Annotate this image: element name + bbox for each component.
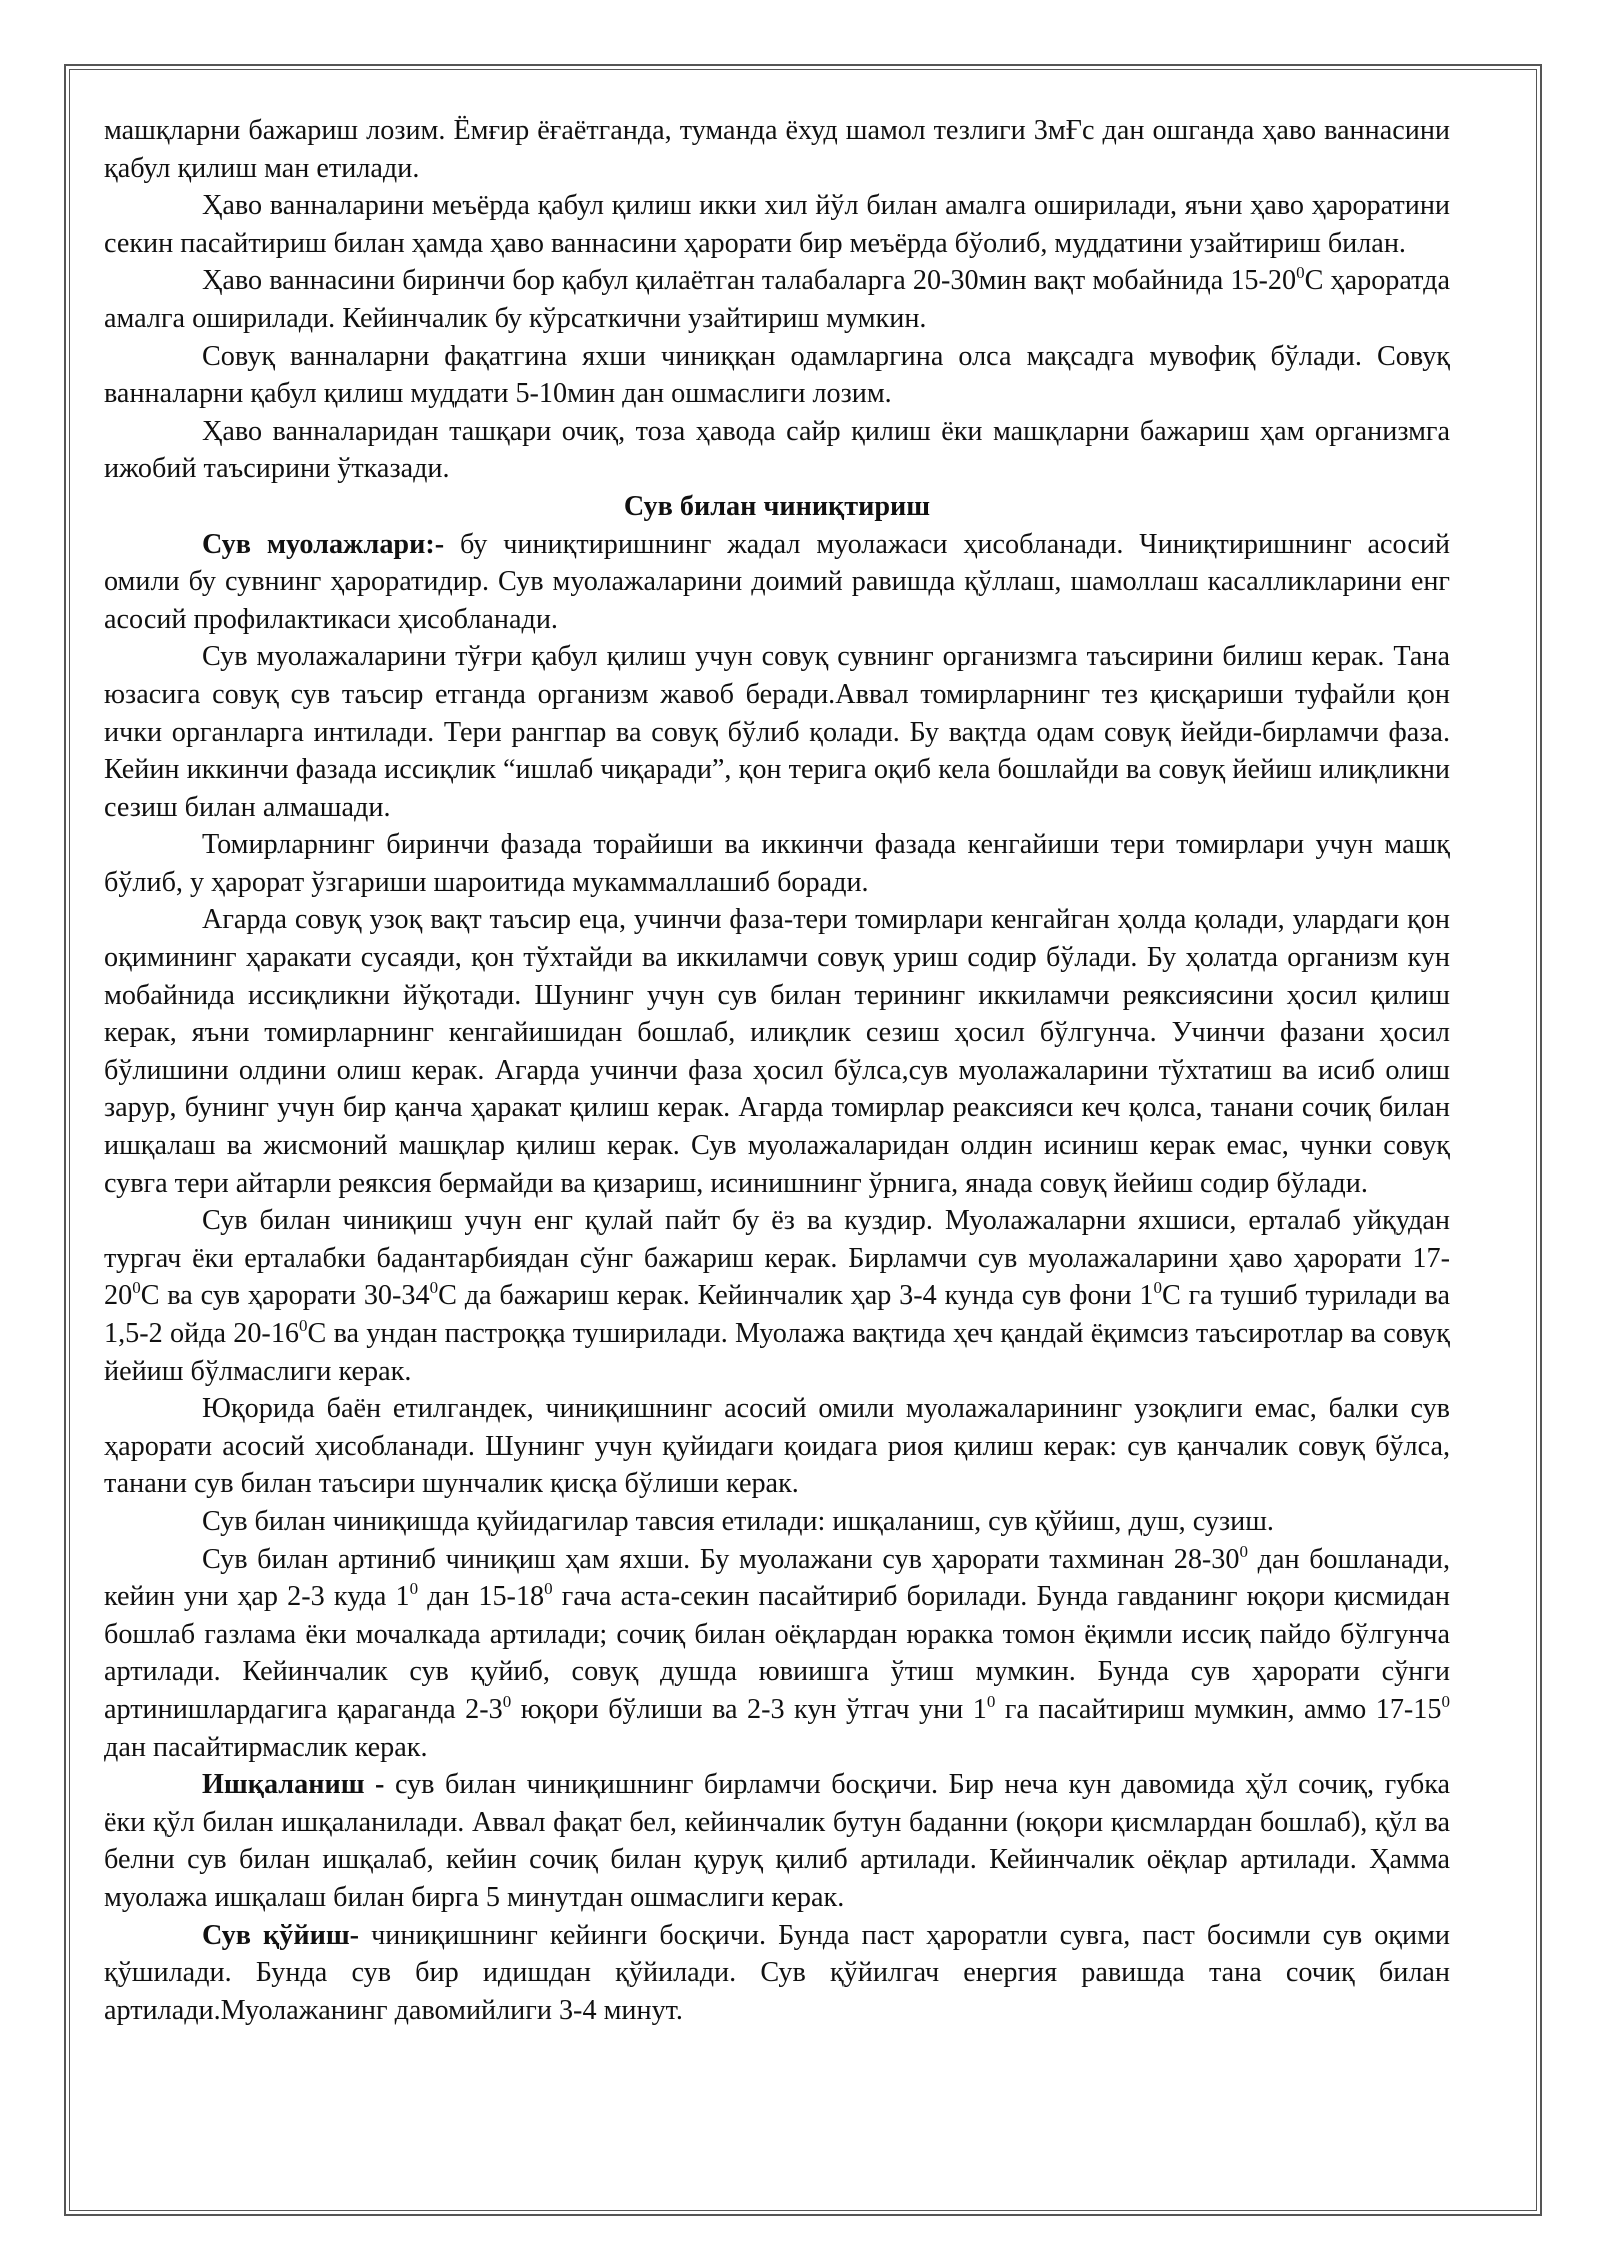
superscript-degree: 0 (1296, 263, 1305, 283)
text-run: чиниқишнинг кейинги босқичи. Бунда паст ҳароратли сувга, паст босимли сув оқими қўшилади. Бунда сув бир идишдан қўйилади. Сув қўйилгач енергия равишда тана сочиқ билан артилади.Муолажанинг давомийлиги 3-4 минут. (104, 1919, 1450, 2026)
bold-term: Ишқаланиш - (202, 1769, 385, 1801)
text-run: гача аста-секин пасайтириб борилади. Бунда гавданинг юқори қисмидан бошлаб газлама ёки мочалкада артилади; сочиқ билан оёқлардан юракка томон ёқимли иссиқ пайдо бўлгунча артилади. Кейинчалик сув қуйиб, совуқ душда ювиишга ўтиш мумкин. Бунда сув ҳарорати сўнги артинишлардагига қараганда 2-3 (104, 1581, 1450, 1725)
paragraph: Совуқ ванналарни фақатгина яхши чиниққан одамларгина олса мақсадга мувофиқ бўлади. Совуқ ванналарни қабул қилиш муддати 5-10мин дан ошмаслиги лозим. (104, 340, 1450, 410)
superscript-degree: 0 (1239, 1541, 1248, 1561)
superscript-degree: 0 (544, 1579, 553, 1599)
paragraph: Ҳаво ванналаридан ташқари очиқ, тоза ҳавода сайр қилиш ёки машқларни бажариш ҳам организмга ижобий таъсирини ўтказади. (104, 415, 1450, 485)
document-body (104, 112, 1450, 2029)
paragraph: Агарда совуқ узоқ вақт таъсир еца, учинчи фаза-тери томирлари кенгайган ҳолда қолади, улардаги қон оқимининг ҳаракати сусаяди, қон тўхтайди ва иккиламчи совуқ уриш содир бўлади. Бу ҳолатда организм кун мобайнида иссиқликни йўқотади. Шунинг учун сув билан терининг иккиламчи реяксиясини ҳосил қилиш керак, яъни томирларнинг кенгайишидан бошлаб, илиқлик сезиш ҳосил бўлгунча. Учинчи фазани ҳосил бўлишини олдини олиш керак. Агарда учинчи фаза ҳосил бўлса,сув муолажаларини тўхтатиш ва исиб олиш зарур, бунинг учун бир қанча ҳаракат қилиш керак. Агарда томирлар реаксияси кеч қолса, танани сочиқ билан ишқалаш ва жисмоний машқлар қилиш керак. Сув муолажаларидан олдин исиниш керак емас, чунки совуқ сувга тери айтарли реяксия бермайди ва қизариш, исинишнинг ўрнига, янада совуқ йейиш содир бўлади. (104, 904, 1450, 1199)
text-run: Сув билан артиниб чиниқиш ҳам яхши. Бу муолажани сув ҳарорати тахминан 28-30 (202, 1543, 1240, 1575)
bold-term: Сув қўйиш- (202, 1919, 360, 1951)
paragraph: Томирларнинг биринчи фазада торайиши ва иккинчи фазада кенгайиши тери томирлари учун машқ бўлиб, у ҳарорат ўзгариши шароитида мукаммаллашиб боради. (104, 829, 1450, 898)
bold-term: Сув муолажлари:- (202, 528, 445, 560)
paragraph: Сув билан чиниқишда қуйидагилар тавсия етилади: ишқаланиш, сув қўйиш, душ, сузиш. (202, 1505, 1274, 1537)
text-run: дан пасайтирмаслик керак. (104, 1731, 428, 1763)
paragraph: машқларни бажариш лозим. Ёмғир ёғаётганда, туманда ёхуд шамол тезлиги 3мҒс дан ошганда ҳаво ваннасини қабул қилиш ман етилади. (104, 115, 1450, 184)
paragraph (104, 1202, 1450, 1390)
text-run: дан 15-18 (418, 1581, 545, 1613)
text-run: Ҳаво ваннасини биринчи бор қабул қилаётган талабаларга 20-30мин вақт мобайнида 15-20 (202, 265, 1297, 297)
text-run: С да бажариш керак. Кейинчалик ҳар 3-4 кунда сув фони 1 (438, 1280, 1154, 1312)
text-run: га пасайтириш мумкин, аммо 17-15 (995, 1693, 1442, 1725)
superscript-degree: 0 (409, 1579, 419, 1599)
paragraph (104, 526, 1450, 639)
text-run: Сув билан чиниқиш учун енг қулай пайт бу ёз ва куздир. Муолажаларни яхшиси, ерталаб уйқудан тургач ёки ерталабки бадантарбиядан сўнг бажариш керак. Бирламчи сув муолажаларини ҳаво ҳарорати 17-20 (104, 1205, 1450, 1312)
superscript-degree: 0 (1441, 1691, 1450, 1711)
paragraph: Сув муолажаларини тўғри қабул қилиш учун совуқ сувнинг организмга таъсирини билиш керак. Тана юзасига совуқ сув таъсир етганда организм жавоб беради.Аввал томирларнинг тез қисқариши туфайли қон ички органларга интилади. Тери рангпар ва совуқ бўлиб қолади. Бу вақтда одам совуқ йейди-бирламчи фаза. Кейин иккинчи фазада иссиқлик “ишлаб чиқаради”, қон терига оқиб кела бошлайди ва совуқ йейиш илиқликни сезиш билан алмашади. (104, 641, 1450, 823)
superscript-degree: 0 (986, 1691, 996, 1711)
text-run: сув билан чиниқишнинг бирламчи босқичи. Бир неча кун давомида ҳўл сочиқ, губка ёки қўл билан ишқаланилади. Аввал фақат бел, кейинчалик бутун баданни (юқори қисмлардан бошлаб), қўл ва белни сув билан ишқалаб, кейин сочиқ билан қуруқ қилиб артилади. Кейинчалик оёқлар артилади. Ҳамма муолажа ишқалаш билан бирга 5 минутдан ошмаслиги керак. (104, 1769, 1450, 1913)
text-run: дан бошланади, кейин уни ҳар 2-3 куда 1 (104, 1543, 1450, 1613)
paragraph (104, 1541, 1450, 1767)
superscript-degree: 0 (429, 1278, 439, 1298)
section-heading: Сув билан чиниқтириш (623, 490, 931, 522)
paragraph (104, 262, 1450, 337)
superscript-degree: 0 (502, 1691, 512, 1711)
text-run: С ва сув ҳарорати 30-34 (140, 1280, 430, 1312)
superscript-degree: 0 (1153, 1278, 1163, 1298)
text-run: юқори бўлиши ва 2-3 кун ўтгач уни 1 (511, 1693, 987, 1725)
paragraph: Ҳаво ванналарини меъёрда қабул қилиш икки хил йўл билан амалга оширилади, яъни ҳаво ҳароратини секин пасайтириш билан ҳамда ҳаво ваннасини ҳарорати бир меъёрда бўолиб, муддатини узайтириш билан. (104, 190, 1450, 259)
superscript-degree: 0 (299, 1316, 308, 1335)
text-run: С ва ундан пастроққа туширилади. Муолажа вақтида ҳеч қандай ёқимсиз таъсиротлар ва совуқ йейиш бўлмаслиги керак. (104, 1318, 1451, 1387)
paragraph (104, 1766, 1450, 1916)
text-run: бу чиниқтиришнинг жадал муолажаси ҳисобланади. Чиниқтиришнинг асосий омили бу сувнинг ҳароратидир. Сув муолажаларини доимий равишда қўллаш, шамоллаш касалликларини енг асосий профилактикаси ҳисобланади. (104, 528, 1450, 635)
paragraph: Юқорида баён етилгандек, чиниқишнинг асосий омили муолажаларининг узоқлиги емас, балки сув ҳарорати асосий ҳисобланади. Шунинг учун қуйидаги қоидага риоя қилиш керак: сув қанчалик совуқ бўлса, танани сув билан таъсири шунчалик қисқа бўлиши керак. (104, 1393, 1450, 1500)
superscript-degree: 0 (132, 1278, 141, 1298)
text-run: С га тушиб турилади ва 1,5-2 ойда 20-16 (104, 1280, 1450, 1349)
paragraph (104, 1917, 1450, 2030)
text-run: С ҳароратда амалга оширилади. Кейинчалик бу кўрсаткични узайтириш мумкин. (104, 265, 1450, 334)
